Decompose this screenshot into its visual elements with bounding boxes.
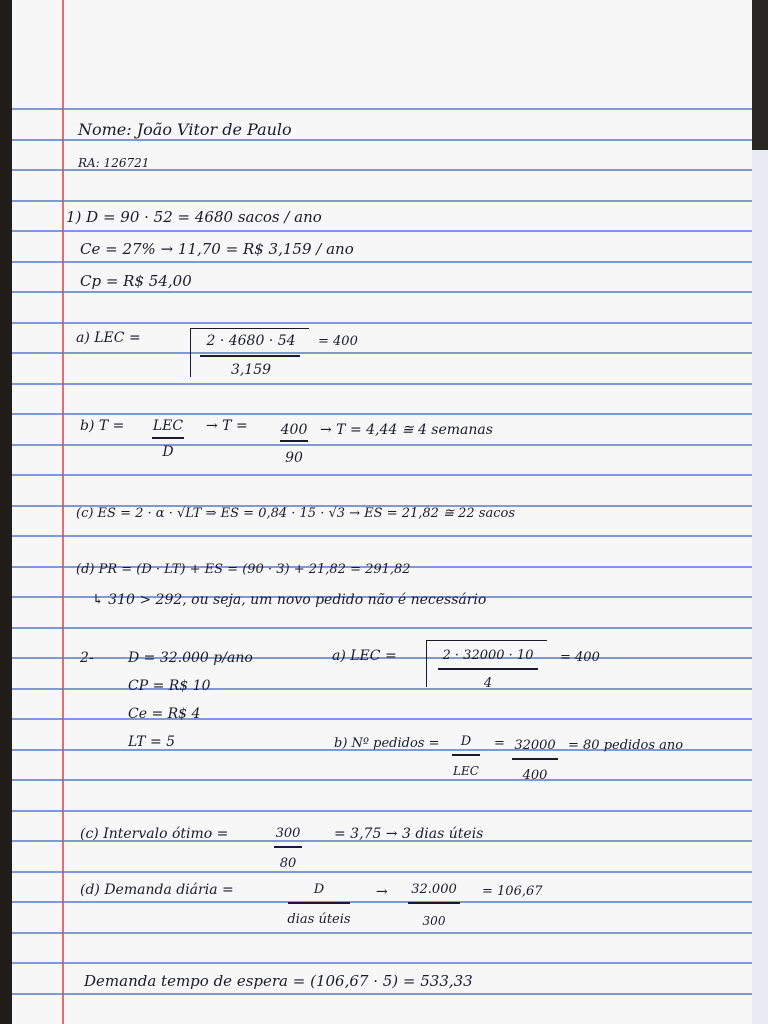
- student-ra: RA: 126721: [78, 156, 150, 170]
- q1-a-label: a) LEC =: [76, 330, 141, 346]
- ruled-line: [12, 139, 752, 141]
- q1-b-f1-num: LEC: [152, 418, 184, 434]
- q2-e-line: Demanda tempo de espera = (106,67 · 5) = 533,33: [84, 972, 473, 990]
- q1-a-den: 3,159: [230, 362, 272, 378]
- q2-a-result: = 400: [560, 650, 600, 665]
- q1-ce: Ce = 27% → 11,70 = R$ 3,159 / ano: [80, 240, 354, 258]
- q2-a-den: 4: [483, 676, 493, 691]
- q2-cp: CP = R$ 10: [128, 678, 211, 694]
- q1-b-label: b) T =: [80, 418, 125, 434]
- q2-a-label: a) LEC =: [332, 648, 397, 664]
- q1-d-conclusion: ↳ 310 > 292, ou seja, um novo pedido não é necessário: [92, 592, 487, 608]
- q1-b-f1-den: D: [162, 444, 174, 460]
- q1-demand: 1) D = 90 · 52 = 4680 sacos / ano: [66, 208, 322, 226]
- q2-b-result: = 80 pedidos ano: [568, 738, 684, 753]
- q2-b-f2-bar: [512, 758, 558, 760]
- ruled-line: [12, 291, 752, 293]
- q1-a-num: 2 · 4680 · 54: [206, 333, 296, 349]
- ruled-line: [12, 901, 752, 903]
- q1-d-line: (d) PR = (D · LT) + ES = (90 · 3) + 21,82 = 291,82: [76, 562, 411, 577]
- ruled-line: [12, 383, 752, 385]
- ruled-line: [12, 352, 752, 354]
- ruled-line: [12, 688, 752, 690]
- q1-c-line: (c) ES = 2 · α · √LT ⇒ ES = 0,84 · 15 · √3 → ES = 21,82 ≅ 22 sacos: [76, 506, 515, 521]
- ruled-line: [12, 261, 752, 263]
- ruled-line: [12, 993, 752, 995]
- ruled-line: [12, 718, 752, 720]
- ruled-line: [12, 444, 752, 446]
- ruled-line: [12, 230, 752, 232]
- ruled-line: [12, 474, 752, 476]
- q2-a-num: 2 · 32000 · 10: [442, 648, 534, 663]
- q2-ce: Ce = R$ 4: [128, 706, 201, 722]
- q2-b-f1-num: D: [460, 734, 472, 749]
- q2-b-f1-bar: [452, 754, 480, 756]
- ruled-line: [12, 322, 752, 324]
- q2-a-bar: [438, 668, 538, 670]
- q2-demand: D = 32.000 p/ano: [128, 650, 253, 666]
- ruled-line: [12, 810, 752, 812]
- ruled-line: [12, 779, 752, 781]
- ruled-line: [12, 108, 752, 110]
- q1-b-f2-num: 400: [280, 422, 308, 438]
- q1-cp: Cp = R$ 54,00: [80, 272, 192, 290]
- q1-b-f1-bar: [152, 437, 184, 439]
- ruled-line: [12, 413, 752, 415]
- q2-d-f1-num: D: [313, 882, 325, 897]
- q2-d-f2-bar: [408, 902, 460, 904]
- q2-d-arrow: →: [376, 884, 388, 900]
- q1-b-arrow1: → T =: [206, 418, 248, 434]
- q2-c-result: = 3,75 → 3 dias úteis: [334, 826, 484, 842]
- q2-d-result: = 106,67: [482, 884, 543, 899]
- q2-d-label: (d) Demanda diária =: [80, 882, 234, 898]
- ruled-line: [12, 962, 752, 964]
- q1-b-result: → T = 4,44 ≅ 4 semanas: [320, 422, 493, 438]
- student-name: Nome: João Vitor de Paulo: [78, 120, 292, 139]
- q2-d-f2-den: 300: [422, 914, 446, 928]
- q2-c-den: 80: [279, 856, 297, 871]
- q2-lt: LT = 5: [128, 734, 176, 750]
- q2-b-f2-den: 400: [522, 768, 548, 783]
- ruled-line: [12, 871, 752, 873]
- q2-c-bar: [274, 846, 302, 848]
- ruled-line: [12, 627, 752, 629]
- q2-c-label: (c) Intervalo ótimo =: [80, 826, 229, 842]
- q2-b-f2-num: 32000: [514, 738, 556, 753]
- ruled-line: [12, 200, 752, 202]
- ruled-line: [12, 932, 752, 934]
- q1-b-f2-den: 90: [285, 450, 303, 466]
- q2-d-f1-den: dias úteis: [287, 912, 351, 927]
- q2-d-f2-num: 32.000: [411, 882, 457, 897]
- q1-a-result: = 400: [318, 334, 358, 349]
- q2-d-f1-bar: [288, 902, 350, 904]
- q2-number: 2-: [80, 650, 94, 666]
- ruled-line: [12, 535, 752, 537]
- q2-c-num: 300: [275, 826, 301, 841]
- q2-b-f1-den: LEC: [453, 764, 479, 778]
- q1-a-bar: [200, 355, 300, 357]
- q2-b-label: b) Nº pedidos =: [334, 736, 440, 751]
- q1-b-f2-bar: [280, 440, 308, 442]
- q2-b-eq: =: [494, 736, 505, 751]
